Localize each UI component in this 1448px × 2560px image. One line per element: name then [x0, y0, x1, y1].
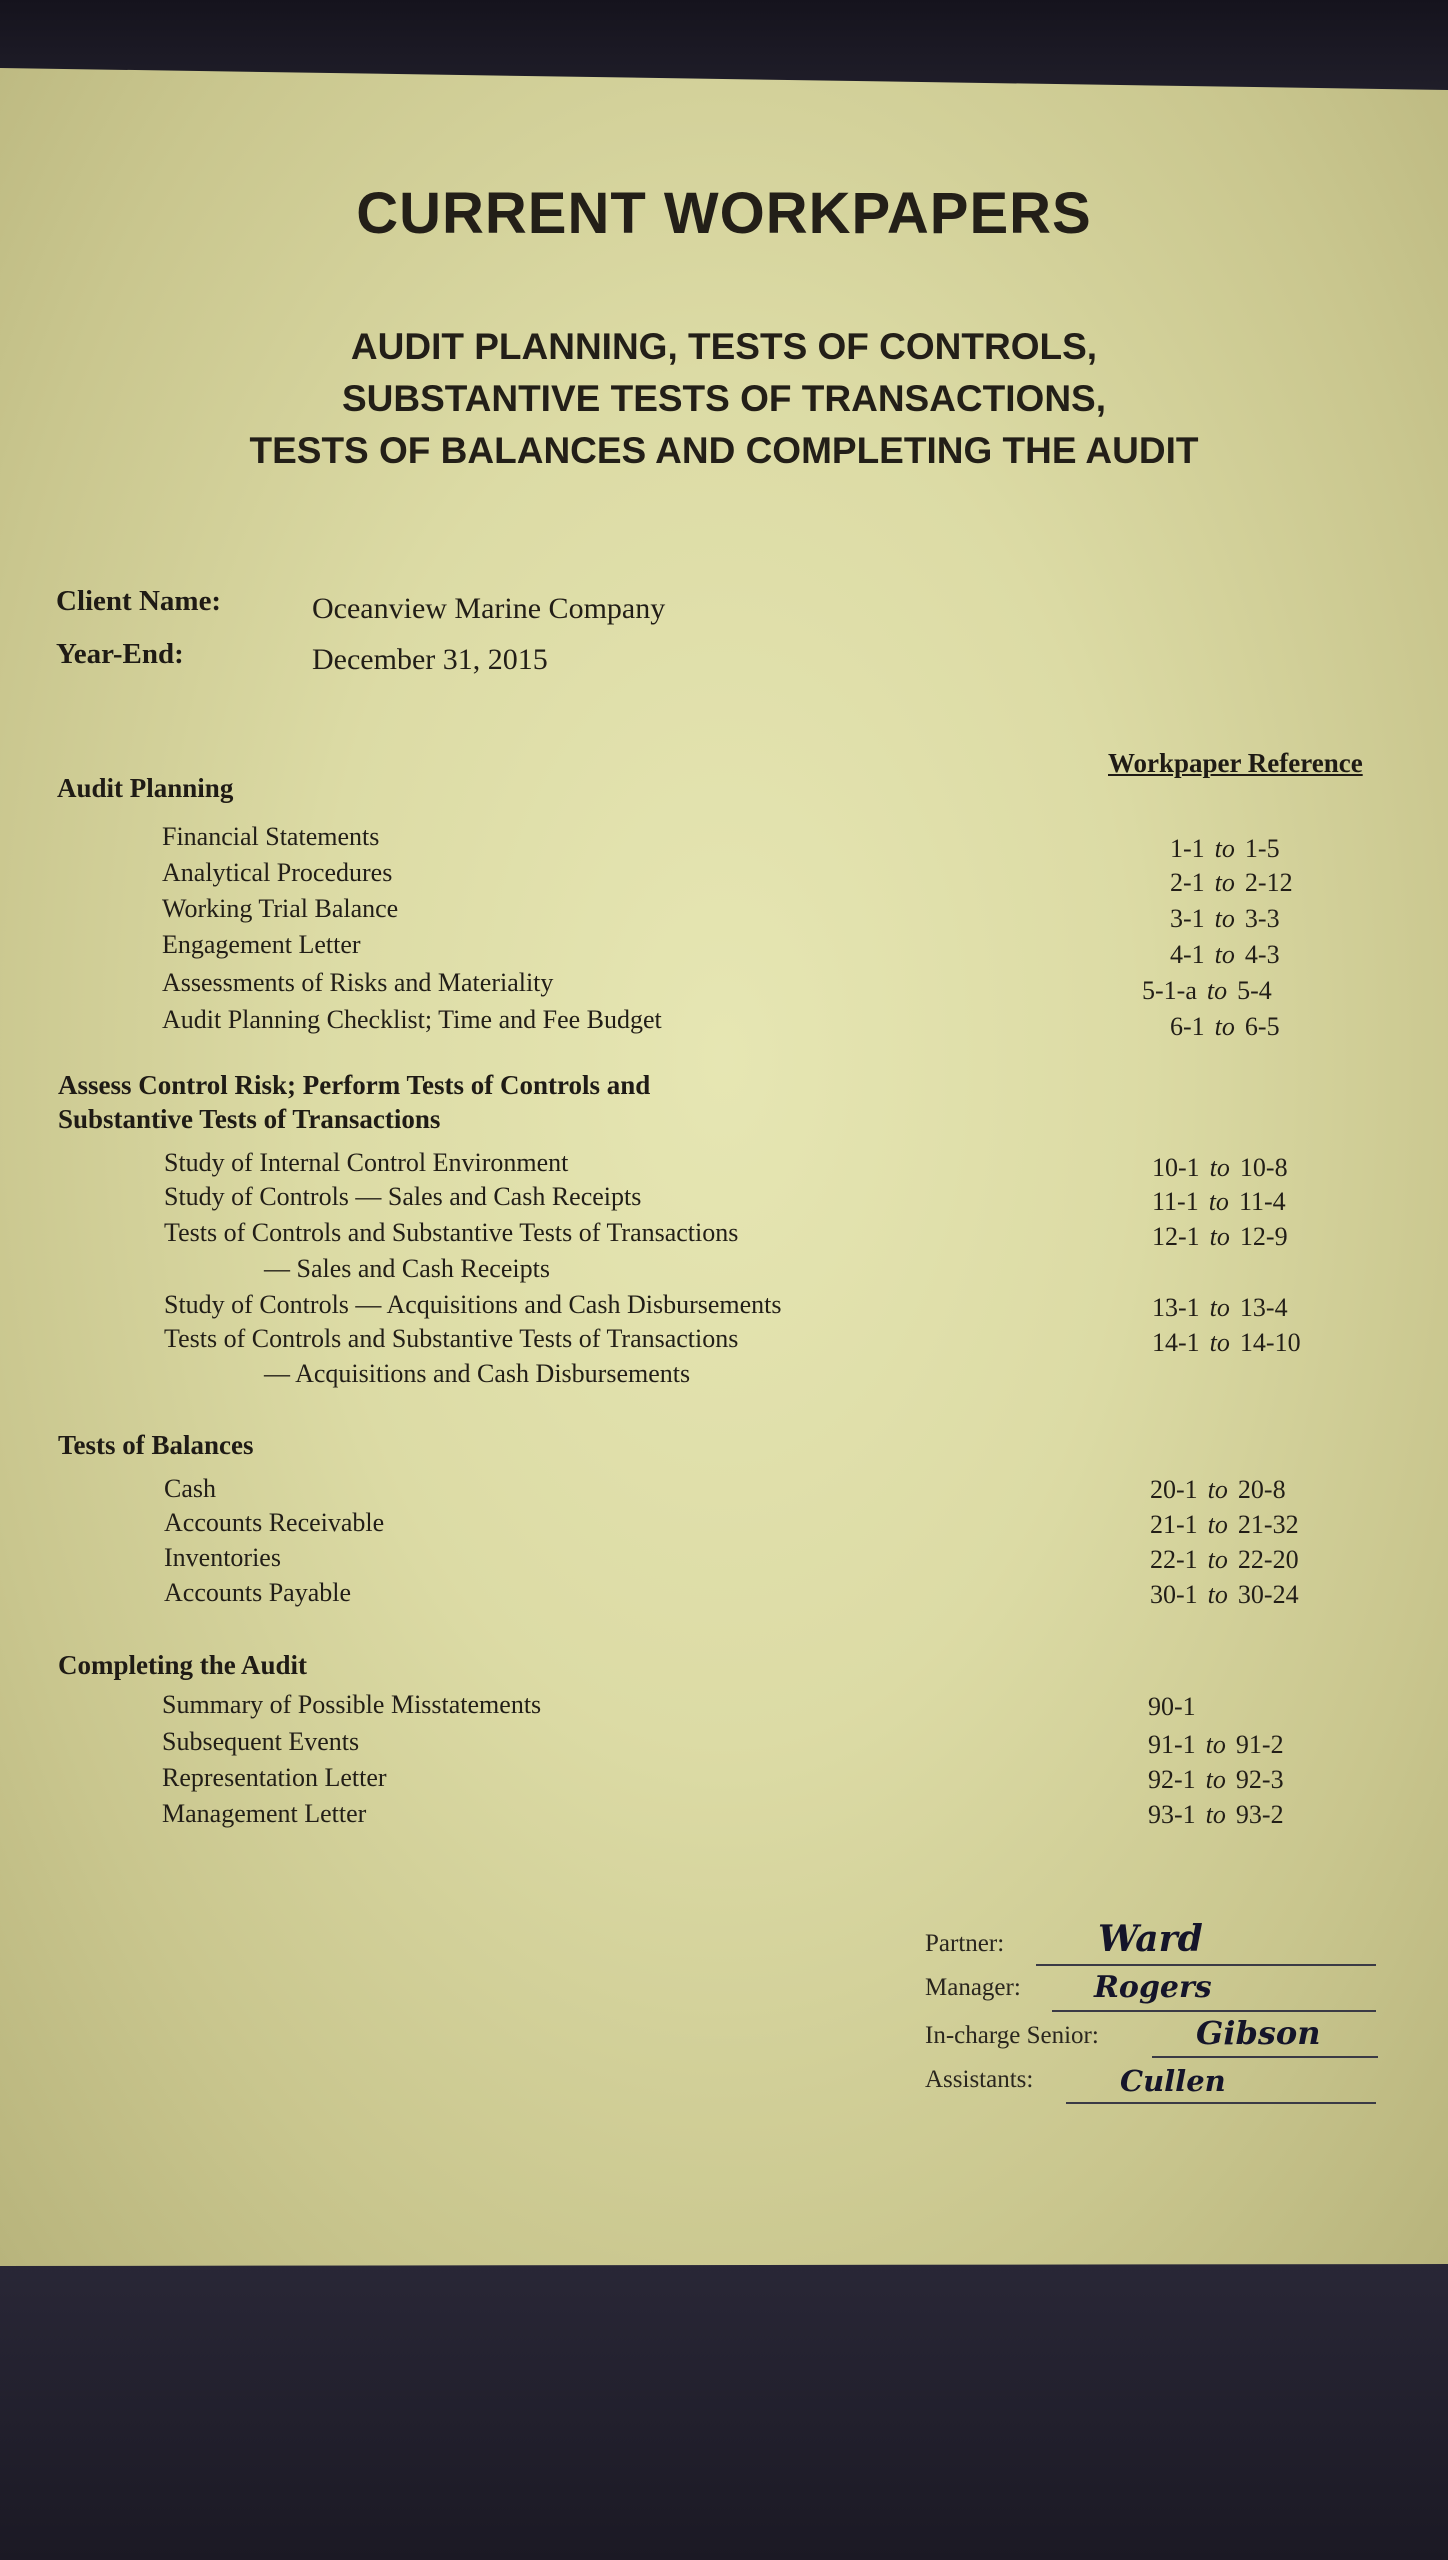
ref-to-word: to — [1209, 1222, 1230, 1251]
signoff-line — [1066, 2102, 1376, 2104]
document-subtitle-line: SUBSTANTIVE TESTS OF TRANSACTIONS, — [341, 378, 1106, 419]
workpaper-item-label: Engagement Letter — [162, 930, 361, 959]
ref-to: 13-4 — [1239, 1293, 1288, 1322]
ref-from: 90-1 — [1148, 1692, 1196, 1721]
section-heading: Tests of Balances — [58, 1430, 254, 1460]
section-heading: Audit Planning — [57, 773, 234, 803]
year-end-label: Year-End: — [56, 638, 184, 670]
workpaper-item-label: Representation Letter — [162, 1763, 387, 1792]
ref-to: 92-3 — [1235, 1765, 1284, 1794]
ref-to: 21-32 — [1237, 1510, 1299, 1539]
workpaper-item-label: Financial Statements — [162, 822, 380, 851]
ref-from: 10-1 — [1152, 1153, 1200, 1182]
workpaper-reference — [1170, 904, 1280, 934]
workpaper-reference — [1170, 868, 1293, 898]
ref-from: 5-1-a — [1142, 976, 1197, 1005]
ref-from: 11-1 — [1152, 1187, 1199, 1216]
ref-to: 91-2 — [1235, 1730, 1284, 1759]
ref-from: 22-1 — [1150, 1545, 1198, 1574]
ref-to-word: to — [1205, 1800, 1226, 1829]
ref-to-word: to — [1209, 1293, 1230, 1322]
workpaper-item-label: Study of Controls — Acquisitions and Cash Disbursements — [164, 1290, 782, 1319]
workpaper-reference-header: Workpaper Reference — [1108, 748, 1363, 778]
ref-to: 20-8 — [1237, 1475, 1286, 1504]
workpaper-item-label: Accounts Payable — [164, 1578, 352, 1607]
ref-to: 5-4 — [1237, 976, 1272, 1005]
ref-to-word: to — [1208, 1187, 1229, 1216]
workpaper-reference — [1152, 1153, 1288, 1183]
workpaper-item-label: Study of Internal Control Environment — [164, 1148, 569, 1177]
signoff-signature: Rogers — [1094, 1970, 1212, 2005]
ref-from: 20-1 — [1150, 1475, 1198, 1504]
workpaper-reference — [1148, 1692, 1196, 1722]
workpaper-reference — [1148, 1800, 1284, 1830]
ref-to: 93-2 — [1235, 1800, 1284, 1829]
background-bottom — [0, 2240, 1448, 2560]
ref-to: 6-5 — [1244, 1012, 1280, 1041]
ref-to-word: to — [1207, 1510, 1228, 1539]
ref-to-word: to — [1205, 1765, 1226, 1794]
signoff-line — [1036, 1964, 1376, 1966]
workpaper-reference — [1150, 1475, 1286, 1505]
workpaper-item-label: Inventories — [164, 1543, 281, 1572]
workpaper-item-continuation: — Acquisitions and Cash Disbursements — [264, 1359, 691, 1388]
client-name-label: Client Name: — [56, 585, 222, 617]
workpaper-item-label: Assessments of Risks and Materiality — [162, 968, 554, 997]
document-subtitle-line: AUDIT PLANNING, TESTS OF CONTROLS, — [350, 326, 1098, 367]
ref-from: 2-1 — [1170, 868, 1205, 897]
ref-to-word: to — [1214, 940, 1235, 969]
workpaper-item-label: Cash — [164, 1474, 216, 1503]
workpaper-reference — [1152, 1187, 1286, 1217]
ref-from: 1-1 — [1170, 834, 1205, 863]
ref-to-word: to — [1206, 976, 1228, 1005]
signoff-signature: Cullen — [1120, 2064, 1226, 2098]
workpaper-reference — [1170, 940, 1280, 970]
ref-from: 13-1 — [1152, 1293, 1200, 1322]
workpaper-reference — [1152, 1222, 1288, 1252]
workpaper-item-label: Tests of Controls and Substantive Tests of Transactions — [164, 1324, 739, 1353]
workpaper-reference — [1148, 1765, 1284, 1795]
signoff-signature: Ward — [1098, 1918, 1203, 1960]
ref-from: 14-1 — [1152, 1328, 1200, 1357]
ref-to-word: to — [1214, 868, 1235, 897]
ref-to-word: to — [1209, 1153, 1230, 1182]
ref-from: 12-1 — [1152, 1222, 1200, 1251]
workpaper-reference — [1150, 1580, 1299, 1610]
ref-to-word: to — [1207, 1580, 1228, 1609]
ref-from: 3-1 — [1170, 904, 1205, 933]
ref-to: 2-12 — [1244, 868, 1293, 897]
ref-from: 93-1 — [1148, 1800, 1196, 1829]
ref-to: 14-10 — [1239, 1328, 1301, 1357]
workpaper-reference — [1152, 1328, 1301, 1358]
ref-from: 21-1 — [1150, 1510, 1198, 1539]
ref-to: 4-3 — [1244, 940, 1280, 969]
ref-from: 4-1 — [1170, 940, 1205, 969]
ref-from: 30-1 — [1150, 1580, 1198, 1609]
ref-to-word: to — [1207, 1475, 1228, 1504]
workpaper-item-label: Analytical Procedures — [162, 858, 393, 887]
ref-to: 11-4 — [1238, 1187, 1286, 1216]
section-heading: Assess Control Risk; Perform Tests of Controls and — [58, 1070, 651, 1100]
workpaper-reference — [1170, 834, 1280, 864]
ref-from: 91-1 — [1148, 1730, 1196, 1759]
signoff-line — [1052, 2010, 1376, 2012]
document-title: CURRENT WORKPAPERS — [356, 181, 1092, 246]
ref-to-word: to — [1214, 1012, 1235, 1041]
document-subtitle-line: TESTS OF BALANCES AND COMPLETING THE AUDIT — [249, 430, 1199, 471]
workpaper-item-label: Management Letter — [162, 1799, 367, 1828]
workpaper-item-label: Working Trial Balance — [162, 894, 399, 923]
signoff-label: Partner: — [925, 1930, 1005, 1957]
ref-to: 30-24 — [1237, 1580, 1299, 1609]
signoff-label: In-charge Senior: — [925, 2022, 1099, 2049]
signoff-label: Manager: — [925, 1974, 1021, 2001]
workpaper-item-label: Study of Controls — Sales and Cash Receipts — [164, 1182, 642, 1211]
workpaper-item-label: Audit Planning Checklist; Time and Fee Budget — [162, 1005, 662, 1034]
signoff-line — [1152, 2056, 1378, 2058]
workpaper-item-continuation: — Sales and Cash Receipts — [264, 1254, 550, 1283]
section-heading: Completing the Audit — [58, 1650, 308, 1680]
ref-from: 6-1 — [1170, 1012, 1205, 1041]
workpaper-item-label: Tests of Controls and Substantive Tests of Transactions — [164, 1218, 739, 1247]
workpaper-item-label: Subsequent Events — [162, 1727, 360, 1756]
ref-to-word: to — [1207, 1545, 1228, 1574]
ref-to-word: to — [1209, 1328, 1230, 1357]
ref-to: 3-3 — [1244, 904, 1280, 933]
ref-to-word: to — [1205, 1730, 1226, 1759]
ref-to: 10-8 — [1239, 1153, 1288, 1182]
workpaper-reference — [1142, 976, 1272, 1006]
workpaper-reference — [1152, 1293, 1288, 1323]
ref-to: 1-5 — [1244, 834, 1280, 863]
signoff-signature: Gibson — [1196, 2014, 1321, 2052]
year-end-value: December 31, 2015 — [312, 643, 548, 676]
workpaper-reference — [1148, 1730, 1284, 1760]
workpaper-reference — [1170, 1012, 1280, 1042]
signoff-label: Assistants: — [925, 2066, 1034, 2093]
ref-to: 12-9 — [1239, 1222, 1288, 1251]
section-heading: Substantive Tests of Transactions — [58, 1104, 441, 1134]
workpaper-item-label: Summary of Possible Misstatements — [162, 1690, 542, 1719]
ref-to: 22-20 — [1237, 1545, 1299, 1574]
workpaper-reference — [1150, 1545, 1299, 1575]
client-name-value: Oceanview Marine Company — [312, 592, 666, 625]
ref-from: 92-1 — [1148, 1765, 1196, 1794]
ref-to-word: to — [1214, 904, 1235, 933]
ref-to-word: to — [1214, 834, 1235, 863]
workpaper-item-label: Accounts Receivable — [164, 1508, 385, 1537]
workpaper-reference — [1150, 1510, 1299, 1540]
